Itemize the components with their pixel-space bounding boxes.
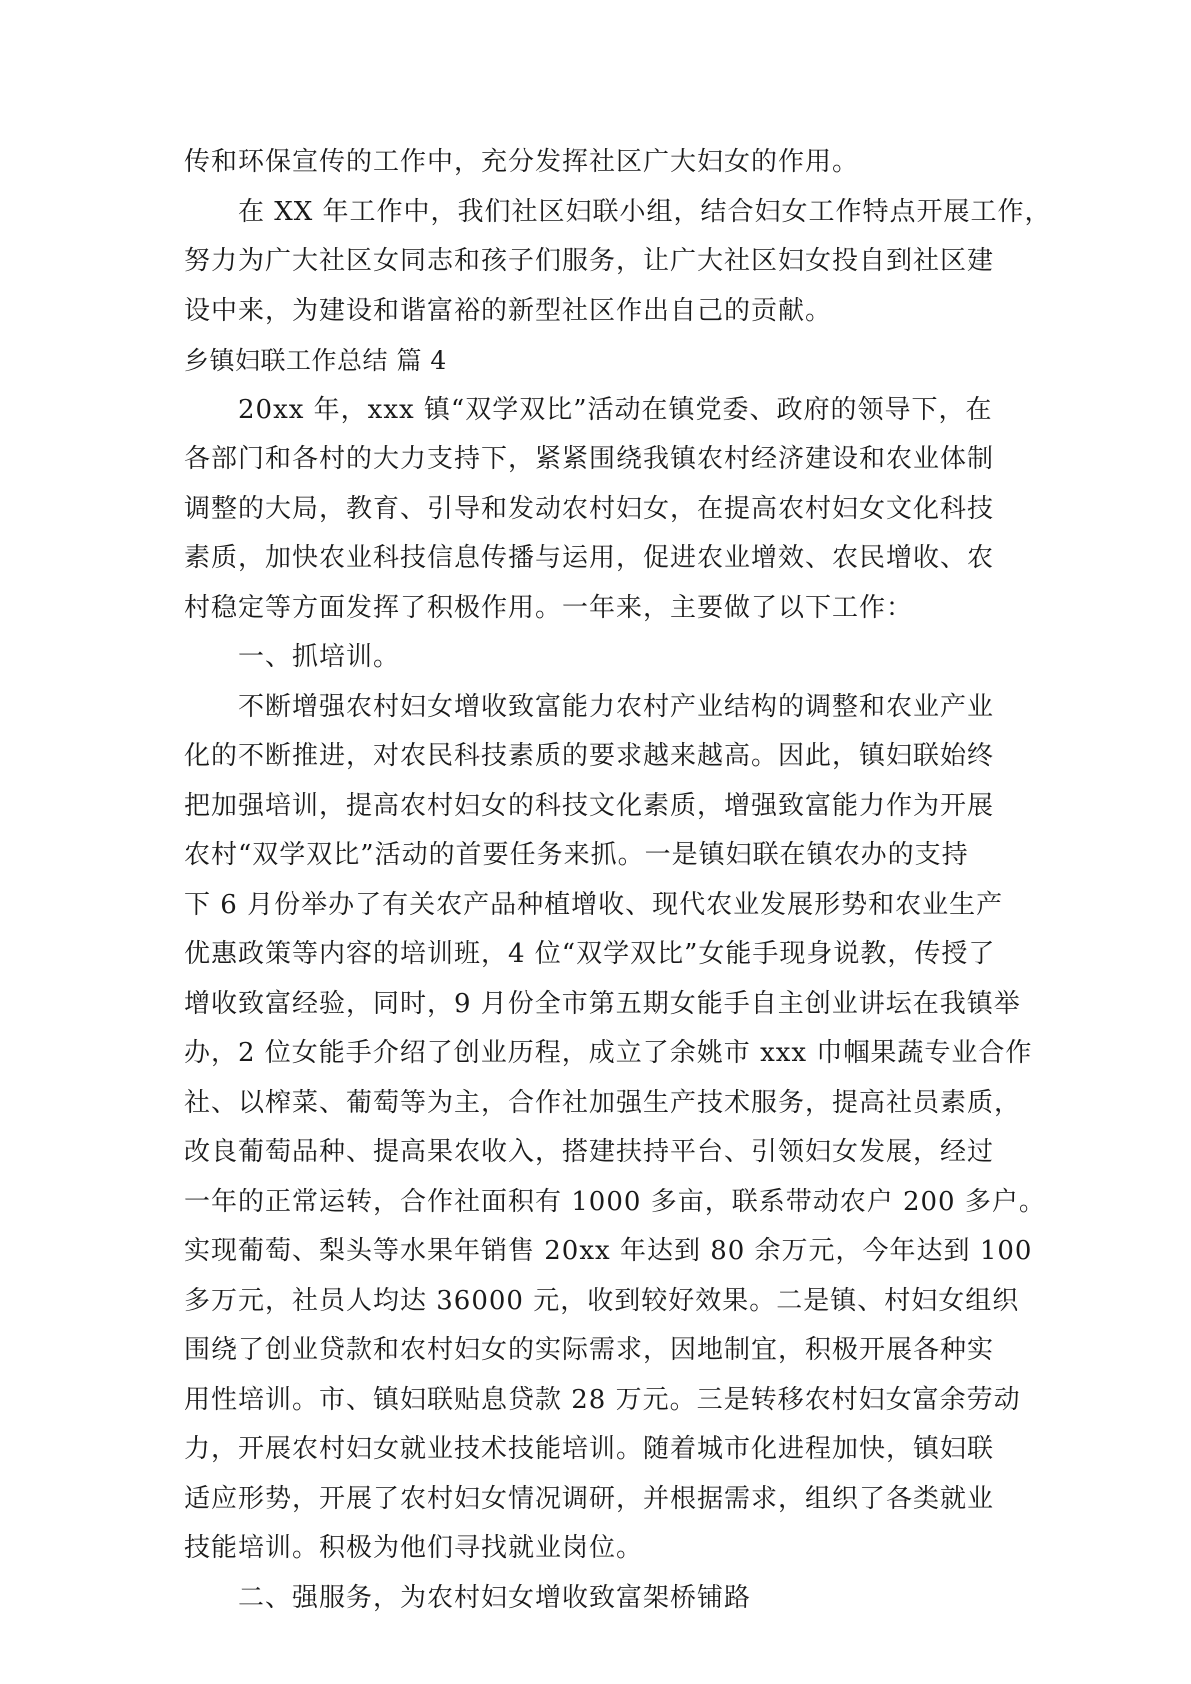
paragraph-line: 设中来，为建设和谐富裕的新型社区作出自己的贡献。 [184,295,833,326]
section-heading: 乡镇妇联工作总结 篇 4 [184,346,447,375]
paragraph-line: 用性培训。市、镇妇联贴息贷款 28 万元。三是转移农村妇女富余劳动 [184,1384,1021,1415]
paragraph-line: 把加强培训，提高农村妇女的科技文化素质，增强致富能力作为开展 [184,790,995,821]
paragraph-line: 增收致富经验，同时，9 月份全市第五期女能手自主创业讲坛在我镇举 [184,988,1021,1019]
paragraph-line: 适应形势，开展了农村妇女情况调研，并根据需求，组织了各类就业 [184,1483,995,1514]
document-body [184,138,1052,1623]
paragraph-line: 优惠政策等内容的培训班，4 位“双学双比”女能手现身说教，传授了 [184,939,996,969]
paragraph-line: 力，开展农村妇女就业技术技能培训。随着城市化进程加快，镇妇联 [184,1434,995,1464]
paragraph-line: 一年的正常运转，合作社面积有 1000 多亩，联系带动农户 200 多户。 [184,1186,1046,1217]
paragraph-line: 下 6 月份举办了有关农产品种植增收、现代农业发展形势和农业生产 [184,889,1004,920]
paragraph-line: 化的不断推进，对农民科技素质的要求越来越高。因此，镇妇联始终 [184,741,995,771]
subsection-heading: 一、抓培训。 [238,642,401,672]
paragraph-line: 农村“双学双比”活动的首要任务来抓。一是镇妇联在镇农办的支持 [184,840,969,870]
paragraph-line: 社、以榨菜、葡萄等为主，合作社加强生产技术服务，提高社员素质， [184,1087,1022,1118]
paragraph-line: 20xx 年，xxx 镇“双学双比”活动在镇党委、政府的领导下，在 [238,394,993,425]
paragraph-line: 在 XX 年工作中，我们社区妇联小组，结合妇女工作特点开展工作， [238,196,1052,227]
subsection-heading: 二、强服务，为农村妇女增收致富架桥铺路 [238,1582,752,1613]
paragraph-line: 多万元，社员人均达 36000 元，收到较好效果。二是镇、村妇女组织 [184,1285,1020,1316]
paragraph-line: 不断增强农村妇女增收致富能力农村产业结构的调整和农业产业 [238,691,995,722]
paragraph-line: 努力为广大社区女同志和孩子们服务，让广大社区妇女投自到社区建 [184,246,995,276]
paragraph-line: 素质，加快农业科技信息传播与运用，促进农业增效、农民增收、农 [184,543,995,573]
paragraph-line: 围绕了创业贷款和农村妇女的实际需求，因地制宜，积极开展各种实 [184,1335,995,1365]
paragraph-line: 改良葡萄品种、提高果农收入，搭建扶持平台、引领妇女发展，经过 [184,1137,995,1167]
paragraph-line: 村稳定等方面发挥了积极作用。一年来，主要做了以下工作： [184,592,914,623]
paragraph-line: 传和环保宣传的工作中，充分发挥社区广大妇女的作用。 [184,147,860,177]
paragraph-line: 实现葡萄、梨头等水果年销售 20xx 年达到 80 余万元，今年达到 100 [184,1236,1033,1266]
paragraph-line: 各部门和各村的大力支持下，紧紧围绕我镇农村经济建设和农业体制 [184,444,995,474]
paragraph-line: 调整的大局，教育、引导和发动农村妇女，在提高农村妇女文化科技 [184,493,995,524]
paragraph-line: 技能培训。积极为他们寻找就业岗位。 [184,1533,644,1563]
paragraph-line: 办，2 位女能手介绍了创业历程，成立了余姚市 xxx 巾帼果蔬专业合作 [184,1038,1033,1068]
